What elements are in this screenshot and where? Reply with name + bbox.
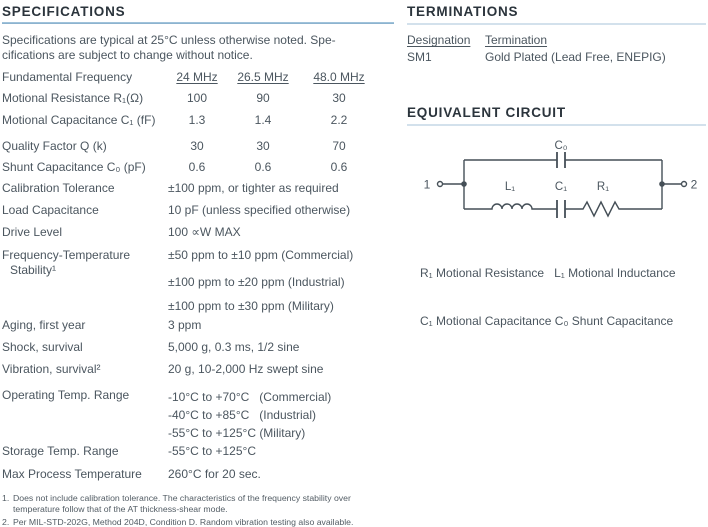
footnote-2 xyxy=(2,517,394,527)
row-value: -55°C to +125°C xyxy=(168,444,256,458)
cell-value: 1.3 xyxy=(188,113,206,127)
equivalent-circuit-section xyxy=(407,105,706,361)
spec-row-storage-temp-range xyxy=(2,444,394,459)
row-value: -10°C to +70°C (Commercial) -40°C to +85°C (Industrial) -55°C to +125°C (Military) xyxy=(168,390,332,440)
table-row-motional-capacitance xyxy=(2,113,394,128)
node-dot-right xyxy=(659,181,665,187)
spec-row-operating-temp-range xyxy=(2,388,394,442)
footnote-number: 1. xyxy=(2,493,10,503)
row-value: ±50 ppm to ±10 ppm (Commercial) ±100 ppm to ±20 ppm (Industrial) ±100 ppm to ±30 ppm (Military) xyxy=(168,248,354,313)
row-label: Frequency-Temperature Stability¹ xyxy=(2,248,131,277)
capacitor-c0-label: C₀ xyxy=(554,140,568,152)
footnote-text: Does not include calibration tolerance. The characteristics of the frequency stability over temperature follow that of the AT thickness-shear mode. xyxy=(13,493,351,515)
row-label: Motional Capacitance C₁ (fF) xyxy=(2,113,156,127)
frequency-table-header-row xyxy=(2,70,394,85)
capacitor-c0-plates xyxy=(557,152,565,168)
row-label: Storage Temp. Range xyxy=(2,444,119,458)
cell-value: 90 xyxy=(256,91,270,105)
row-value: 10 pF (unless specified otherwise) xyxy=(168,203,351,217)
resistor-r1-zigzag xyxy=(565,202,662,216)
termination-column-header: Termination xyxy=(485,33,548,47)
cell-value: 0.6 xyxy=(330,160,348,174)
row-label: Motional Resistance R₁(Ω) xyxy=(2,91,144,105)
spec-row-shock xyxy=(2,340,394,355)
cell-value: 1.4 xyxy=(254,113,272,127)
spec-row-calibration-tolerance xyxy=(2,181,394,196)
table-row-motional-resistance xyxy=(2,91,394,106)
row-value: 5,000 g, 0.3 ms, 1/2 sine xyxy=(168,340,300,354)
row-label: Operating Temp. Range xyxy=(2,388,130,402)
cell-value: 2.2 xyxy=(330,113,348,127)
specifications-title: SPECIFICATIONS xyxy=(2,4,126,19)
terminations-rule xyxy=(407,23,706,25)
cell-value: 30 xyxy=(190,139,204,153)
legend-line-1: R₁ Motional Resistance L₁ Motional Inductance xyxy=(420,266,676,280)
row-label: Load Capacitance xyxy=(2,203,99,217)
terminations-row-sm1 xyxy=(407,50,706,65)
footnotes xyxy=(2,493,394,527)
termination-value: Gold Plated (Lead Free, ENEPIG) xyxy=(485,50,666,64)
row-value: 260°C for 20 sec. xyxy=(168,467,261,481)
footnote-1 xyxy=(2,493,394,516)
inductor-l1-label: L₁ xyxy=(504,181,516,193)
row-label: Shunt Capacitance C₀ (pF) xyxy=(2,160,146,174)
column-header-26-5mhz: 26.5 MHz xyxy=(237,70,289,84)
row-label: Drive Level xyxy=(2,225,63,239)
right-column xyxy=(407,4,706,361)
resistor-r1-label: R₁ xyxy=(596,181,610,193)
node-dot-left xyxy=(461,181,467,187)
terminations-section xyxy=(407,4,706,65)
row-label: Vibration, survival² xyxy=(2,362,101,376)
terminations-table xyxy=(407,33,706,65)
row-label: Quality Factor Q (k) xyxy=(2,139,107,153)
spec-row-load-capacitance xyxy=(2,203,394,218)
capacitor-c1-label: C₁ xyxy=(554,181,568,193)
specifications-intro xyxy=(2,33,394,63)
row-label: Aging, first year xyxy=(2,318,86,332)
column-header-24mhz: 24 MHz xyxy=(176,70,218,84)
terminations-header-row xyxy=(407,33,706,48)
cell-value: 30 xyxy=(256,139,270,153)
spec-row-drive-level xyxy=(2,225,394,240)
cell-value: 70 xyxy=(332,139,346,153)
row-value: 3 ppm xyxy=(168,318,202,332)
specifications-section xyxy=(2,4,394,527)
row-label: Shock, survival xyxy=(2,340,83,354)
row-value: 20 g, 10-2,000 Hz swept sine xyxy=(168,362,324,376)
terminal-2-label: 2 xyxy=(690,177,698,192)
intro-line-1: Specifications are typical at 25°C unless otherwise noted. Spe- xyxy=(2,33,336,47)
footnote-number: 2. xyxy=(2,516,10,527)
table-row-shunt-capacitance xyxy=(2,160,394,175)
inductor-l1-coil xyxy=(464,204,557,209)
row-label: Calibration Tolerance xyxy=(2,181,115,195)
terminal-1-circle xyxy=(438,182,443,187)
spec-row-frequency-temperature-stability xyxy=(2,248,394,314)
row-value: 100 ∝W MAX xyxy=(168,225,241,239)
footnote-text: Per MIL-STD-202G, Method 204D, Condition D. Random vibration testing also available. xyxy=(13,516,354,527)
spec-row-vibration xyxy=(2,362,394,377)
cell-value: 0.6 xyxy=(254,160,272,174)
legend-line-2: C₁ Motional Capacitance C₀ Shunt Capacitance xyxy=(420,314,674,328)
terminations-title: TERMINATIONS xyxy=(407,4,519,19)
specifications-rule xyxy=(2,22,394,24)
designation-column-header: Designation xyxy=(407,33,471,47)
equivalent-circuit-title: EQUIVALENT CIRCUIT xyxy=(407,105,566,120)
terminal-2-circle xyxy=(682,182,687,187)
row-value: ±100 ppm, or tighter as required xyxy=(168,181,339,195)
spec-row-max-process-temperature xyxy=(2,467,394,482)
cell-value: 30 xyxy=(332,91,346,105)
row-label: Max Process Temperature xyxy=(2,467,142,481)
column-header-48mhz: 48.0 MHz xyxy=(313,70,365,84)
cell-value: 0.6 xyxy=(188,160,206,174)
designation-value: SM1 xyxy=(407,50,432,64)
frequency-header-label: Fundamental Frequency xyxy=(2,70,133,84)
circuit-legend xyxy=(407,233,706,361)
table-row-quality-factor xyxy=(2,139,394,154)
spec-row-aging xyxy=(2,318,394,333)
cell-value: 100 xyxy=(186,91,208,105)
equivalent-circuit-rule xyxy=(407,124,706,126)
capacitor-c1-plates xyxy=(557,200,565,218)
circuit-diagram xyxy=(407,137,706,229)
terminal-1-label: 1 xyxy=(423,177,431,192)
frequency-table xyxy=(2,70,394,175)
intro-line-2: cifications are subject to change without notice. xyxy=(2,48,253,62)
